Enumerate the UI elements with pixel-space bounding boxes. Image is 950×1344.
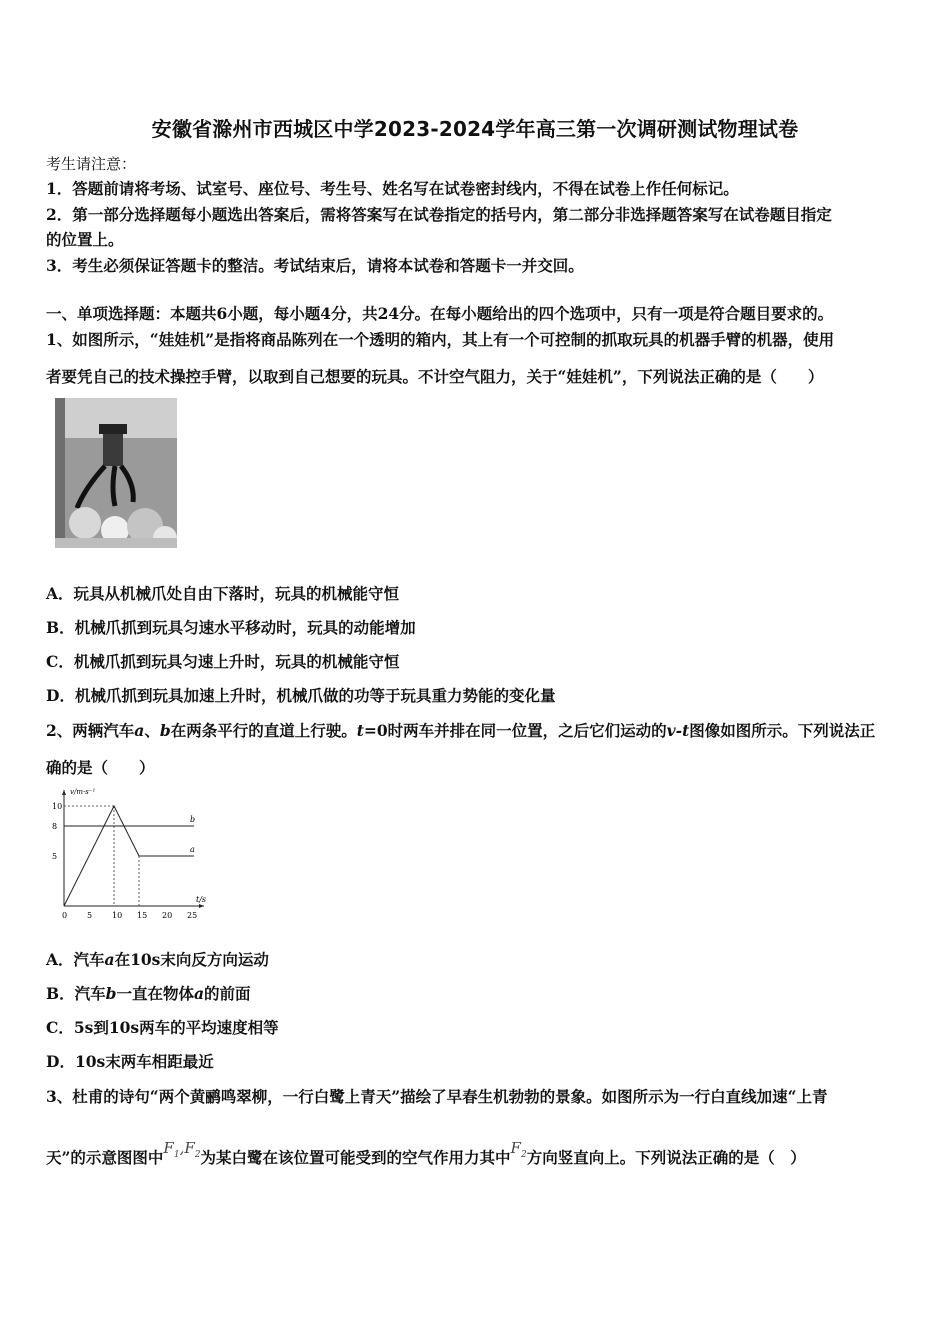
q3-f2-symbol: F: [184, 1139, 195, 1157]
q2-sep: 、: [144, 721, 160, 740]
x-axis-arrow: [199, 904, 204, 908]
y-axis-arrow: [62, 790, 66, 795]
notice-heading: 考生请注意：: [46, 155, 137, 173]
x-tick-label: 25: [187, 911, 198, 920]
notice-item-3: 3．考生必须保证答题卡的整洁。考试结束后，请将本试卷和答题卡一并交回。: [46, 256, 584, 275]
notice-item-2: 2．第一部分选择题每小题选出答案后，需将答案写在试卷指定的括号内，第二部分非选择题答案写在试卷题目指定: [46, 205, 832, 224]
x-axis-label: t/s: [196, 895, 207, 904]
claw-machine-photo: [55, 398, 177, 548]
x-tick-label: 5: [87, 911, 93, 920]
q2-stem-line2: 确的是（ ）: [46, 758, 155, 777]
q3-force-f2: [510, 1139, 527, 1160]
vt-chart: [44, 784, 234, 920]
series-line-a: [64, 806, 194, 906]
q2-text-1: 2、两辆汽车: [46, 721, 135, 740]
q3-f-comma: ,: [179, 1139, 185, 1157]
q3-stem-line1: 3、杜甫的诗句“两个黄鹂鸣翠柳，一行白鹭上青天”描绘了早春生机勃勃的景象。如图所示为一行白直线加速“上青: [46, 1087, 828, 1106]
y-tick-label: 8: [52, 822, 58, 831]
q1-option-d: D．机械爪抓到玩具加速上升时，机械爪做的功等于玩具重力势能的变化量: [46, 686, 556, 705]
q2-option-d: D．10s末两车相距最近: [46, 1052, 214, 1071]
page-title: 安徽省滁州市西城区中学2023-2024学年高三第一次调研测试物理试卷: [151, 117, 799, 141]
q3-text-1: 天”的示意图图中: [46, 1148, 164, 1167]
q2-text-3: =0时两车并排在同一位置，之后它们运动的: [363, 721, 667, 740]
x-tick-label: 10: [112, 911, 123, 920]
q3-force-f1: [163, 1139, 201, 1160]
q1-stem-line2: 者要凭自己的技术操控手臂，以取到自己想要的玩具。不计空气阻力，关于“娃娃机”，下列说法正确的是（ ）: [46, 367, 824, 386]
q2-var-vt: v-t: [666, 721, 690, 740]
series-label-b: b: [190, 815, 196, 824]
q3-f2b-sub: 2: [520, 1150, 527, 1160]
q2-option-b-post2: 的前面: [204, 984, 251, 1003]
section-heading: 一、单项选择题：本题共6小题，每小题4分，共24分。在每小题给出的四个选项中，只有一项是符合题目要求的。: [46, 304, 834, 323]
notice-item-2-cont: 的位置上。: [46, 230, 124, 249]
q3-text-3: 方向竖直向上。下列说法正确的是（ ）: [526, 1148, 806, 1167]
q3-text-2: 为某白鹭在该位置可能受到的空气作用力其中: [200, 1148, 511, 1167]
q2-option-b-var2: a: [193, 984, 205, 1003]
q3-f2b-symbol: F: [510, 1139, 521, 1157]
q2-option-b-post: 一直在物体: [116, 984, 194, 1003]
x-tick-label: 0: [62, 911, 68, 920]
y-tick-label: 10: [52, 802, 63, 811]
q3-stem-line2: [46, 1139, 806, 1170]
q1-option-c: C．机械爪抓到玩具匀速上升时，玩具的机械能守恒: [46, 652, 400, 671]
q2-option-a-post: 在10s末向反方向运动: [114, 950, 269, 969]
y-tick-label: 5: [52, 852, 58, 861]
x-tick-label: 15: [137, 911, 148, 920]
q2-text-2: 在两条平行的直道上行驶。: [170, 721, 357, 740]
q2-option-b-var: b: [105, 984, 117, 1003]
q3-f1-symbol: F: [163, 1139, 174, 1157]
q2-option-a-var: a: [104, 950, 115, 969]
q2-option-b-pre: B．汽车: [46, 984, 106, 1003]
q2-var-t: t: [356, 721, 364, 740]
q2-stem-line1: [46, 719, 875, 741]
q1-stem-line1: 1、如图所示，“娃娃机”是指将商品陈列在一个透明的箱内，其上有一个可控制的抓取玩具的机器手臂的机器，使用: [46, 330, 835, 349]
q2-var-a: a: [134, 721, 145, 740]
q1-option-b: B．机械爪抓到玩具匀速水平移动时，玩具的动能增加: [46, 618, 416, 637]
q2-option-c: C．5s到10s两车的平均速度相等: [46, 1018, 279, 1037]
q3-f1-sub: 1: [173, 1150, 180, 1160]
q2-option-a-pre: A．汽车: [46, 950, 105, 969]
q1-option-a: A．玩具从机械爪处自由下落时，玩具的机械能守恒: [46, 584, 400, 603]
q3-f2-sub: 2: [194, 1150, 201, 1160]
q2-option-a: [46, 948, 269, 970]
series-label-a: a: [190, 845, 195, 854]
q2-option-b: [46, 982, 251, 1004]
y-axis-label: v/m·s⁻¹: [70, 788, 96, 796]
x-tick-label: 20: [162, 911, 173, 920]
q2-text-4: 图像如图所示。下列说法正: [689, 721, 876, 740]
notice-item-1: 1．答题前请将考场、试室号、座位号、考生号、姓名写在试卷密封线内，不得在试卷上作任何标记。: [46, 179, 739, 198]
q2-var-b: b: [159, 721, 171, 740]
